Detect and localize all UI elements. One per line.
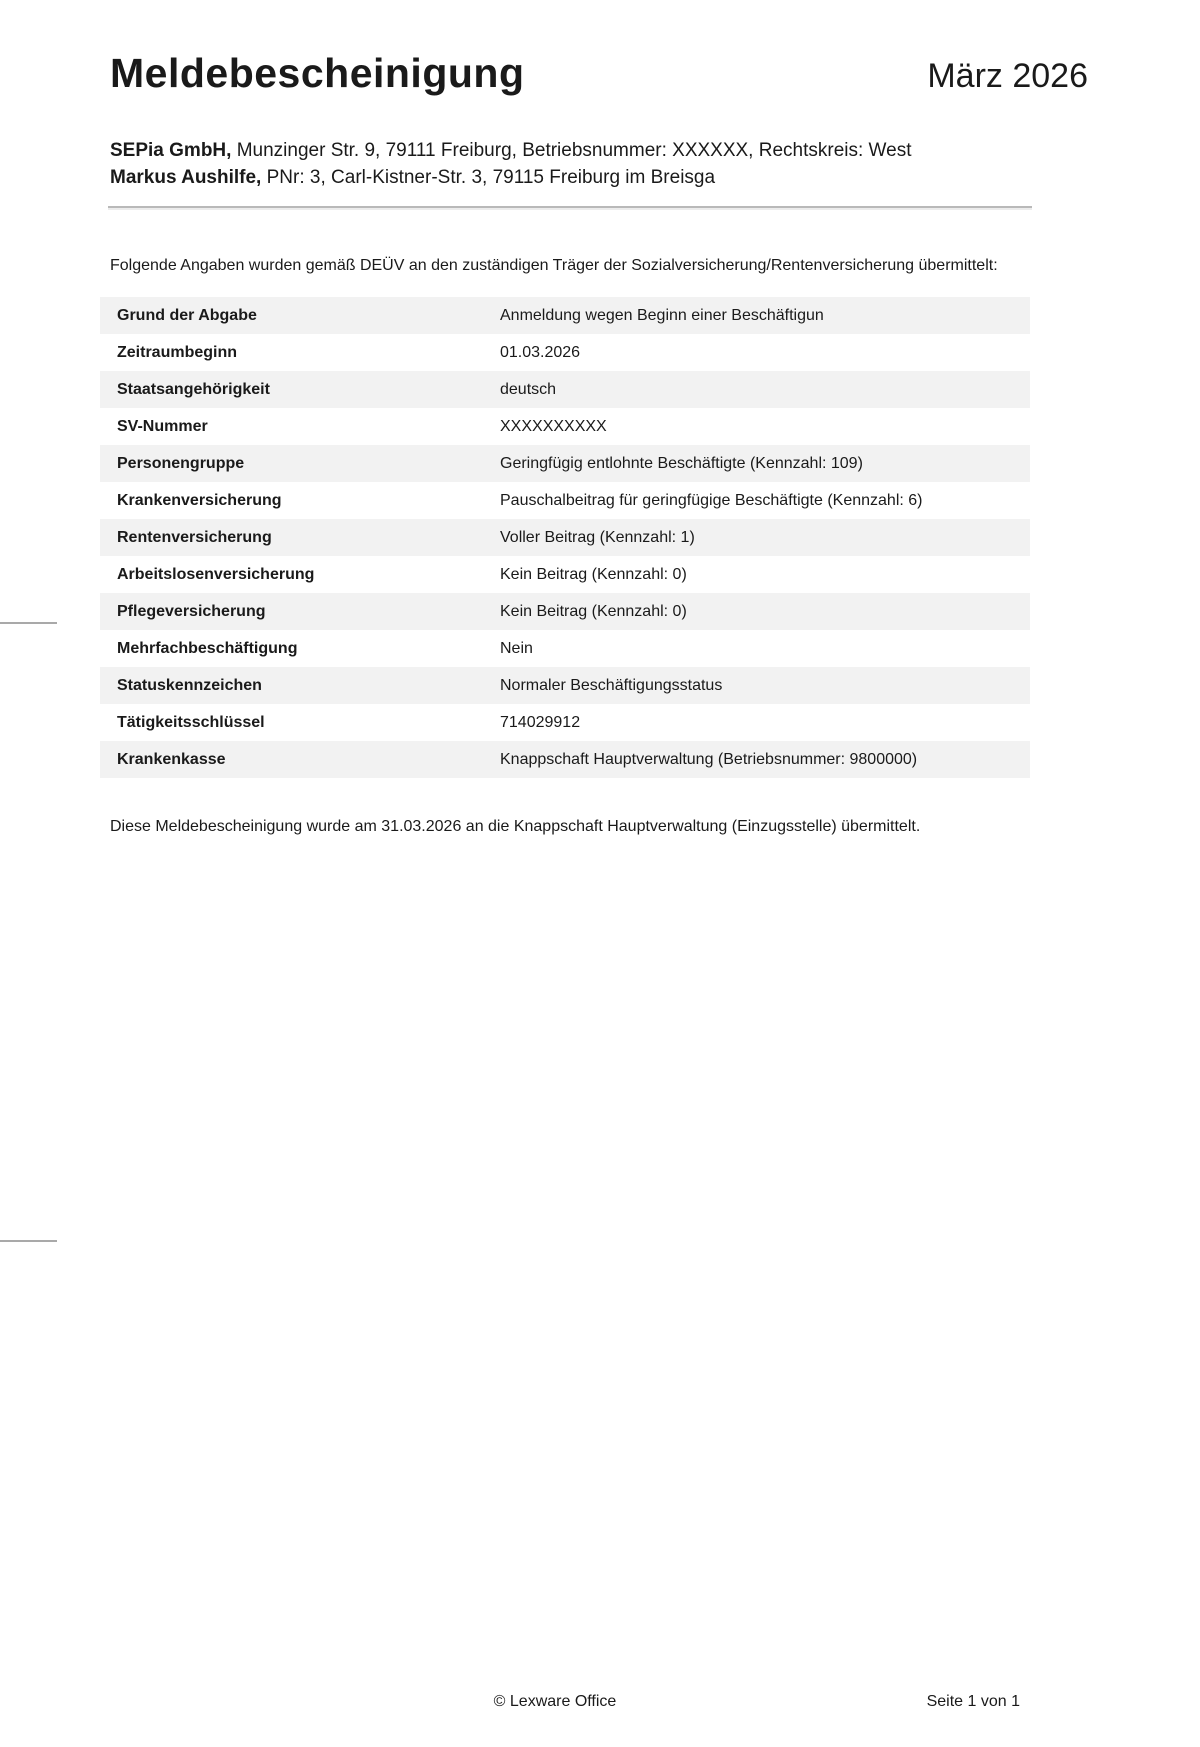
row-value: Voller Beitrag (Kennzahl: 1) — [500, 528, 695, 546]
row-label: Arbeitslosenversicherung — [117, 565, 315, 583]
row-value: Kein Beitrag (Kennzahl: 0) — [500, 565, 687, 583]
header — [110, 50, 1088, 97]
copyright-text: © Lexware Office — [493, 1693, 617, 1710]
row-value: Geringfügig entlohnte Beschäftigte (Kennzahl: 109) — [500, 454, 863, 472]
table-row — [100, 408, 1030, 445]
row-value: Anmeldung wegen Beginn einer Beschäftigun — [500, 306, 824, 324]
table-row — [100, 334, 1030, 371]
row-label: Staatsangehörigkeit — [117, 380, 270, 398]
table-row — [100, 741, 1030, 778]
fold-mark — [0, 1240, 57, 1242]
details-table — [100, 297, 1030, 778]
parties-block — [110, 137, 1090, 191]
table-row — [100, 630, 1030, 667]
row-value: XXXXXXXXXX — [500, 417, 607, 435]
row-label: Pflegeversicherung — [117, 602, 266, 620]
page-number: Seite 1 von 1 — [926, 1693, 1020, 1710]
row-label: Tätigkeitsschlüssel — [117, 713, 265, 731]
table-row — [100, 556, 1030, 593]
row-value: Nein — [500, 639, 533, 657]
row-value: Kein Beitrag (Kennzahl: 0) — [500, 602, 687, 620]
row-value: deutsch — [500, 380, 557, 398]
table-row — [100, 482, 1030, 519]
row-label: Grund der Abgabe — [117, 306, 257, 324]
row-label: Krankenkasse — [117, 750, 226, 768]
row-label: Personengruppe — [117, 454, 245, 472]
row-label: Zeitraumbeginn — [117, 343, 238, 361]
employer-details: Munzinger Str. 9, 79111 Freiburg, Betriebsnummer: XXXXXX, Rechtskreis: West — [236, 140, 912, 161]
document-page — [0, 50, 1200, 1747]
employee-line — [110, 164, 1090, 191]
row-value: Knappschaft Hauptverwaltung (Betriebsnummer: 9800000) — [500, 750, 918, 768]
period-label: März 2026 — [927, 57, 1088, 95]
row-value: Pauschalbeitrag für geringfügige Beschäftigte (Kennzahl: 6) — [500, 491, 923, 509]
table-row — [100, 593, 1030, 630]
row-value: 01.03.2026 — [500, 343, 581, 361]
row-value: Normaler Beschäftigungsstatus — [500, 676, 723, 694]
employee-name: Markus Aushilfe, — [110, 167, 262, 188]
page-title: Meldebescheinigung — [110, 50, 525, 96]
table-row — [100, 371, 1030, 408]
table-row — [100, 445, 1030, 482]
table-row — [100, 704, 1030, 741]
table-row — [100, 519, 1030, 556]
transmission-note: Diese Meldebescheinigung wurde am 31.03.2026 an die Knappschaft Hauptverwaltung (Einzugsstelle) übermittelt. — [110, 818, 921, 835]
table-row — [100, 667, 1030, 704]
employer-name: SEPia GmbH, — [110, 140, 232, 161]
table-row — [100, 297, 1030, 334]
intro-text: Folgende Angaben wurden gemäß DEÜV an den zuständigen Träger der Sozialversicherung/Rentenversicherung übermittelt: — [110, 257, 998, 274]
employer-line — [110, 137, 1090, 164]
divider — [108, 206, 1032, 208]
row-label: SV-Nummer — [117, 417, 208, 435]
row-label: Krankenversicherung — [117, 491, 282, 509]
row-label: Rentenversicherung — [117, 528, 272, 546]
employee-details: PNr: 3, Carl-Kistner-Str. 3, 79115 Freiburg im Breisga — [266, 167, 716, 188]
row-label: Statuskennzeichen — [117, 676, 262, 694]
fold-mark — [0, 622, 57, 624]
row-label: Mehrfachbeschäftigung — [117, 639, 298, 657]
row-value: 714029912 — [500, 713, 581, 731]
